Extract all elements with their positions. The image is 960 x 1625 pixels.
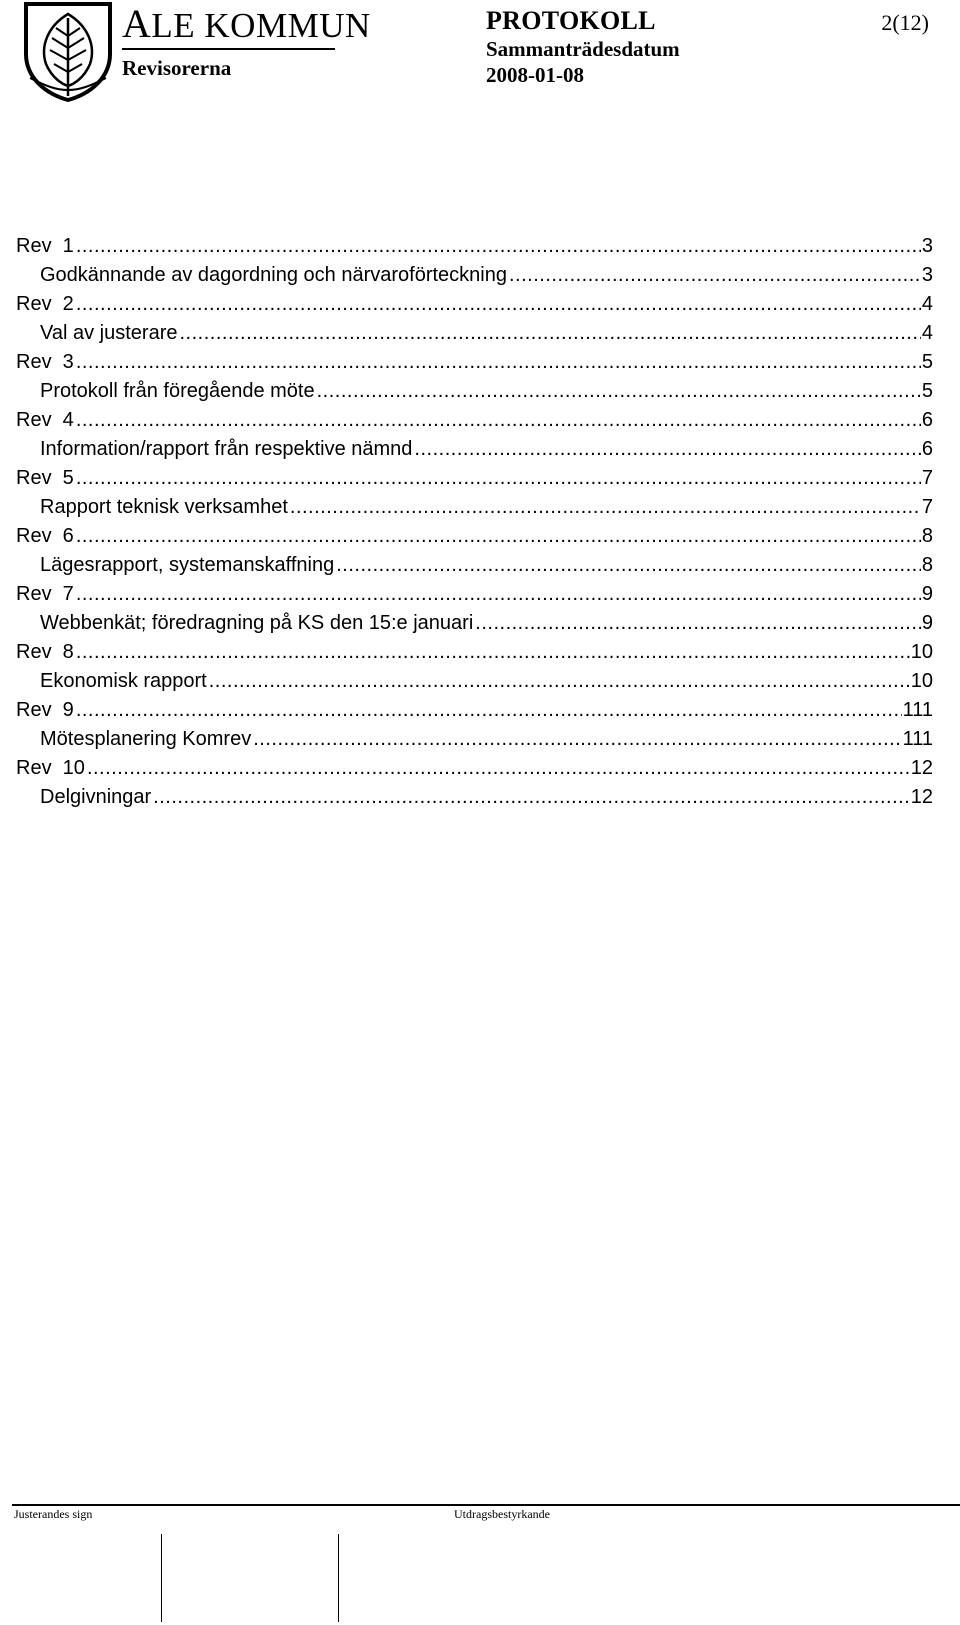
- toc-entry-page: 5: [921, 351, 933, 373]
- toc-entry-page: 9: [921, 612, 933, 634]
- toc-entry-page: 7: [921, 496, 933, 518]
- toc-entry-label: Webbenkät; föredragning på KS den 15:e januari: [40, 612, 474, 634]
- toc-entry[interactable]: [16, 322, 933, 351]
- toc-leader-dots: [76, 467, 921, 490]
- toc-entry[interactable]: [16, 467, 933, 496]
- toc-entry-label: Rev 6: [16, 525, 74, 547]
- toc-leader-dots: [76, 351, 921, 374]
- document-header: [486, 6, 680, 88]
- toc-leader-dots: [509, 264, 921, 287]
- organization-initial: A: [122, 1, 152, 46]
- toc-leader-dots: [290, 496, 921, 519]
- organization-name: [122, 1, 371, 46]
- toc-entry[interactable]: [16, 554, 933, 583]
- toc-leader-dots: [76, 583, 921, 606]
- toc-leader-dots: [414, 438, 920, 461]
- footer-sign-label: Justerandes sign: [14, 1507, 93, 1521]
- toc-leader-dots: [336, 554, 921, 577]
- toc-leader-dots: [253, 728, 901, 751]
- toc-leader-dots: [475, 612, 921, 635]
- meeting-date: 2008-01-08: [486, 63, 584, 87]
- footer-sign-divider: [161, 1534, 162, 1622]
- department-name: Revisorerna: [122, 56, 232, 80]
- toc-leader-dots: [76, 699, 902, 722]
- toc-leader-dots: [76, 409, 921, 432]
- toc-leader-dots: [153, 786, 910, 809]
- toc-entry-page: 9: [921, 583, 933, 605]
- toc-entry-label: Lägesrapport, systemanskaffning: [40, 554, 335, 576]
- footer-sign-divider: [338, 1534, 339, 1622]
- toc-entry-label: Rev 9: [16, 699, 74, 721]
- toc-entry-page: 111: [902, 699, 933, 721]
- toc-entry-page: 6: [921, 438, 933, 460]
- toc-entry-page: 8: [921, 525, 933, 547]
- toc-entry[interactable]: [16, 380, 933, 409]
- toc-entry[interactable]: [16, 670, 933, 699]
- toc-entry-label: Val av justerare: [40, 322, 178, 344]
- toc-entry-label: Rev 7: [16, 583, 74, 605]
- toc-entry-page: 12: [910, 757, 933, 779]
- toc-entry-page: 8: [921, 554, 933, 576]
- toc-entry-page: 6: [921, 409, 933, 431]
- toc-leader-dots: [76, 641, 910, 664]
- toc-entry[interactable]: [16, 438, 933, 467]
- toc-entry[interactable]: [16, 525, 933, 554]
- organization-rule: [122, 48, 335, 50]
- toc-entry-label: Godkännande av dagordning och närvaroförteckning: [40, 264, 507, 286]
- toc-entry-label: Ekonomisk rapport: [40, 670, 207, 692]
- toc-entry[interactable]: [16, 786, 933, 815]
- coat-of-arms-logo: [22, 2, 114, 102]
- toc-entry[interactable]: [16, 264, 933, 293]
- toc-entry-page: 7: [921, 467, 933, 489]
- page-number: 2(12): [881, 10, 929, 35]
- toc-entry-label: Rev 4: [16, 409, 74, 431]
- toc-entry-label: Delgivningar: [40, 786, 152, 808]
- toc-entry-label: Rev 1: [16, 235, 74, 257]
- toc-entry-label: Information/rapport från respektive nämnd: [40, 438, 413, 460]
- toc-leader-dots: [76, 293, 921, 316]
- toc-entry-page: 111: [902, 728, 933, 750]
- toc-entry[interactable]: [16, 612, 933, 641]
- toc-entry[interactable]: [16, 757, 933, 786]
- toc-entry[interactable]: [16, 728, 933, 757]
- footer-rule: [12, 1504, 960, 1506]
- toc-entry-label: Rev 2: [16, 293, 74, 315]
- toc-entry[interactable]: [16, 641, 933, 670]
- toc-leader-dots: [209, 670, 910, 693]
- toc-leader-dots: [87, 757, 910, 780]
- toc-entry-label: Mötesplanering Komrev: [40, 728, 252, 750]
- toc-entry-page: 4: [921, 293, 933, 315]
- organization-name-rest: LE KOMMUN: [151, 6, 371, 45]
- toc-entry-label: Rev 5: [16, 467, 74, 489]
- toc-entry-page: 10: [910, 670, 933, 692]
- toc-entry-label: Rapport teknisk verksamhet: [40, 496, 288, 518]
- toc-entry-label: Rev 3: [16, 351, 74, 373]
- document-title: PROTOKOLL: [486, 6, 656, 35]
- toc-entry-label: Rev 8: [16, 641, 74, 663]
- organization-block: [122, 1, 371, 80]
- toc-leader-dots: [76, 235, 921, 258]
- toc-entry-label: Protokoll från föregående möte: [40, 380, 315, 402]
- toc-leader-dots: [76, 525, 921, 548]
- toc-entry-page: 4: [921, 322, 933, 344]
- toc-entry[interactable]: [16, 409, 933, 438]
- toc-entry[interactable]: [16, 699, 933, 728]
- toc-entry-page: 10: [910, 641, 933, 663]
- toc-entry-page: 5: [921, 380, 933, 402]
- toc-entry-label: Rev 10: [16, 757, 85, 779]
- toc-entry[interactable]: [16, 293, 933, 322]
- toc-entry-page: 3: [921, 235, 933, 257]
- toc-entry[interactable]: [16, 235, 933, 264]
- table-of-contents: [16, 235, 933, 815]
- toc-entry-page: 3: [921, 264, 933, 286]
- meeting-date-label: Sammanträdesdatum: [486, 37, 680, 61]
- toc-entry[interactable]: [16, 496, 933, 525]
- toc-leader-dots: [317, 380, 921, 403]
- toc-entry-page: 12: [910, 786, 933, 808]
- toc-leader-dots: [179, 322, 920, 345]
- toc-entry[interactable]: [16, 351, 933, 380]
- toc-entry[interactable]: [16, 583, 933, 612]
- footer-extract-label: Utdragsbestyrkande: [454, 1507, 550, 1521]
